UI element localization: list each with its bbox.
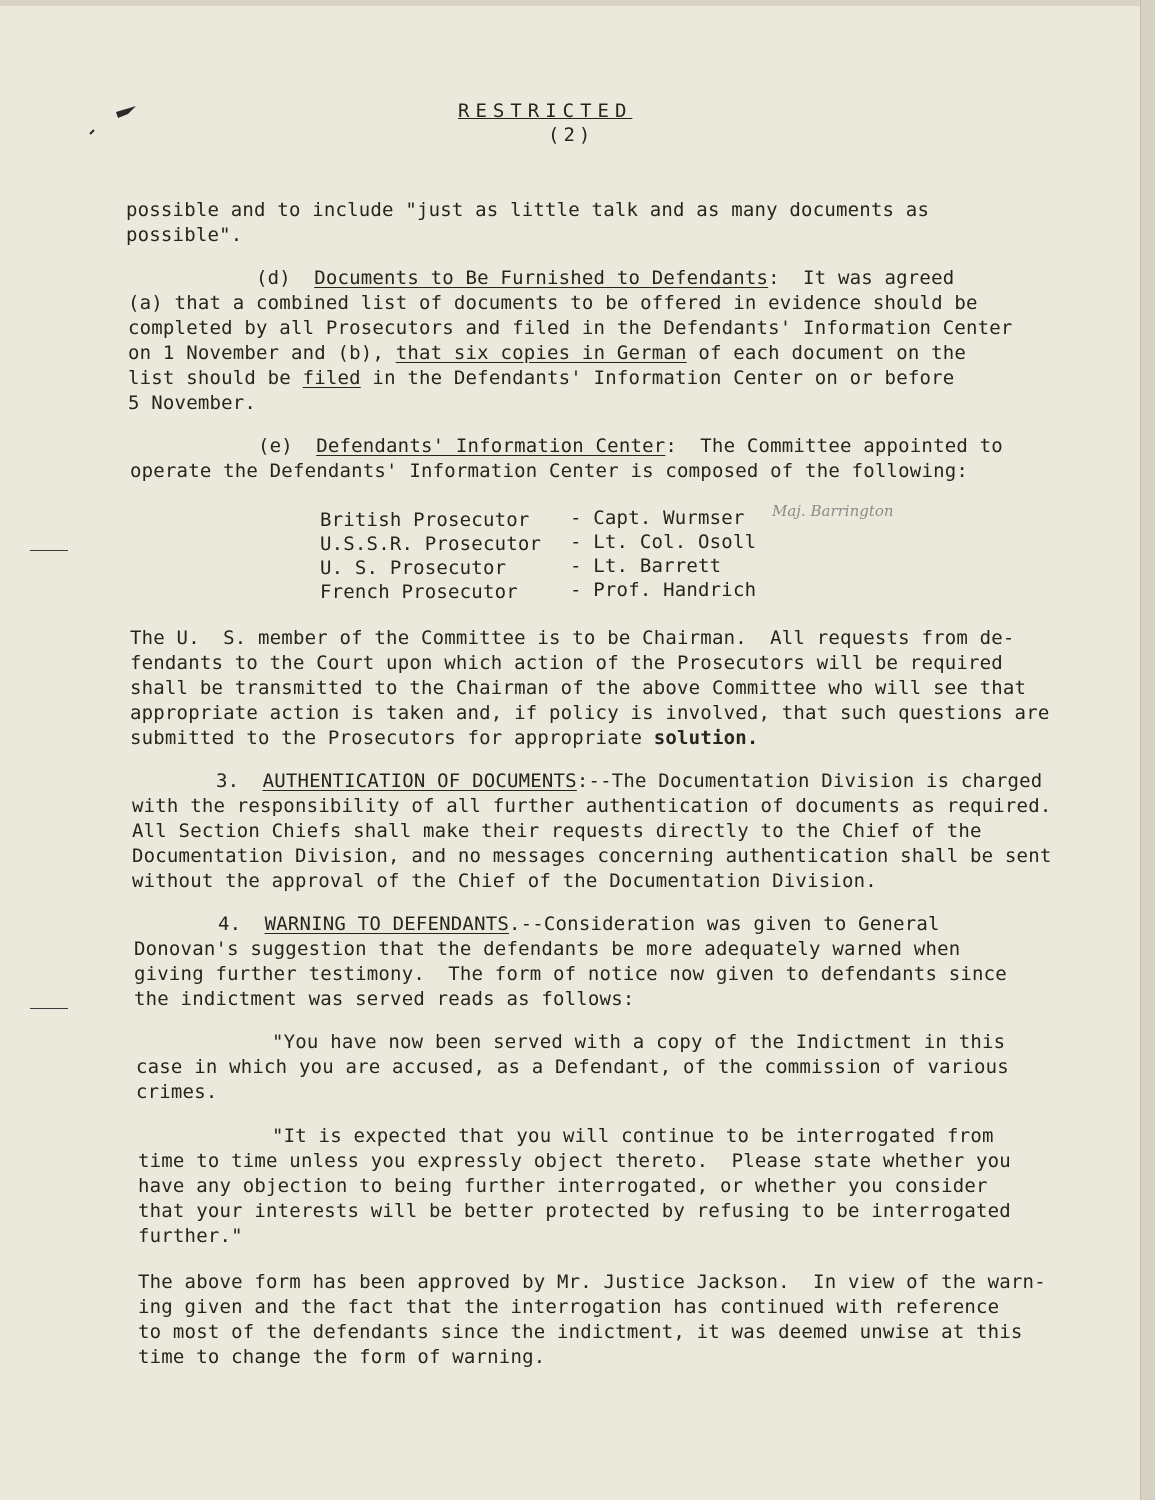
section-3-first-line — [132, 769, 1042, 794]
text-fragment: :--The Documentation Division is charged — [576, 770, 1043, 792]
section-number: 4. — [218, 913, 242, 935]
text-line: possible". — [126, 224, 243, 246]
text-line: The above form has been approved by Mr. Justice Jackson. In view of the warn- — [138, 1271, 1046, 1293]
text-line — [130, 726, 759, 751]
text-line: with the responsibility of all further authentication of documents as required. — [132, 795, 1052, 817]
text-line: The U. S. member of the Committee is to be Chairman. All requests from de- — [130, 627, 1015, 649]
text-line — [128, 366, 954, 391]
text-fragment: of each document on the — [686, 342, 967, 364]
committee-member: - Lt. Barrett — [570, 555, 722, 577]
quote-line: crimes. — [136, 1081, 218, 1103]
text-line: All Section Chiefs shall make their requests directly to the Chief of the — [132, 820, 982, 842]
page-number: (2) — [548, 124, 595, 146]
committee-role: U. S. Prosecutor — [320, 557, 507, 579]
section-e-first-line — [130, 434, 1003, 459]
text-fragment: list should be — [128, 367, 303, 389]
committee-member: - Lt. Col. Osoll — [570, 531, 757, 553]
text-line: without the approval of the Chief of the Documentation Division. — [132, 870, 877, 892]
text-line: shall be transmitted to the Chairman of the above Committee who will see that — [130, 677, 1027, 699]
text-fragment: solution. — [653, 727, 759, 749]
pen-mark-icon — [88, 100, 148, 140]
section-4-first-line — [134, 912, 940, 937]
margin-mark — [30, 1008, 68, 1009]
section-3-heading: AUTHENTICATION OF DOCUMENTS — [262, 770, 577, 792]
text-line: 5 November. — [128, 392, 257, 414]
committee-member: - Prof. Handrich — [570, 579, 757, 601]
text-fragment: : It was agreed — [768, 267, 955, 289]
text-line: time to change the form of warning. — [138, 1346, 546, 1368]
text-line: appropriate action is taken and, if policy is involved, that such questions are — [130, 702, 1050, 724]
quote-line: have any objection to being further interrogated, or whether you consider — [138, 1175, 988, 1197]
text-fragment: in the Defendants' Information Center on or before — [360, 367, 955, 389]
section-d-heading: Documents to Be Furnished to Defendants — [314, 267, 769, 289]
section-label: (d) — [256, 267, 291, 289]
text-line: giving further testimony. The form of notice now given to defendants since — [134, 963, 1007, 985]
section-4-heading: WARNING TO DEFENDANTS — [264, 913, 509, 935]
quote-line: time to time unless you expressly object thereto. Please state whether you — [138, 1150, 1011, 1172]
text-line: ing given and the fact that the interrogation has continued with reference — [138, 1296, 1000, 1318]
text-fragment: on 1 November and (b), — [128, 342, 396, 364]
text-line — [128, 341, 966, 366]
page-right-edge — [1140, 0, 1155, 1500]
text-line: Donovan's suggestion that the defendants be more adequately warned when — [134, 938, 961, 960]
quote-line: that your interests will be better protected by refusing to be interrogated — [138, 1200, 1011, 1222]
text-line: fendants to the Court upon which action of the Prosecutors will be required — [130, 652, 1003, 674]
underlined-phrase: that six copies in German — [395, 342, 687, 364]
committee-role: U.S.S.R. Prosecutor — [320, 533, 542, 555]
underlined-phrase: filed — [302, 367, 361, 389]
committee-role: French Prosecutor — [320, 581, 518, 603]
section-label: (e) — [258, 435, 293, 457]
text-fragment: : The Committee appointed to — [665, 435, 1003, 457]
section-number: 3. — [216, 770, 240, 792]
text-line: operate the Defendants' Information Center is composed of the following: — [130, 460, 969, 482]
page-top-edge — [0, 0, 1155, 6]
quote-line: "It is expected that you will continue to be interrogated from — [272, 1125, 994, 1147]
text-line: (a) that a combined list of documents to be offered in evidence should be — [128, 292, 978, 314]
section-e-heading: Defendants' Information Center — [316, 435, 666, 457]
committee-role: British Prosecutor — [320, 509, 530, 531]
text-line: completed by all Prosecutors and filed in the Defendants' Information Center — [128, 317, 1013, 339]
text-fragment: submitted to the Prosecutors for appropriate — [130, 727, 654, 749]
quote-line: case in which you are accused, as a Defendant, of the commission of various — [136, 1056, 1009, 1078]
section-d-first-line — [128, 266, 954, 291]
quote-line: further." — [138, 1225, 243, 1247]
text-line: to most of the defendants since the indictment, it was deemed unwise at this — [138, 1321, 1023, 1343]
quote-line: "You have now been served with a copy of the Indictment in this — [272, 1031, 1006, 1053]
handwritten-note: Maj. Barrington — [772, 502, 894, 520]
text-line: the indictment was served reads as follows: — [134, 988, 635, 1010]
text-fragment: .--Consideration was given to General — [508, 913, 940, 935]
restricted-header: RESTRICTED — [458, 100, 633, 122]
margin-mark — [30, 550, 68, 551]
text-line: Documentation Division, and no messages concerning authentication shall be sent — [132, 845, 1052, 867]
committee-member: - Capt. Wurmser — [570, 507, 745, 529]
text-line: possible and to include "just as little talk and as many documents as — [126, 199, 930, 221]
